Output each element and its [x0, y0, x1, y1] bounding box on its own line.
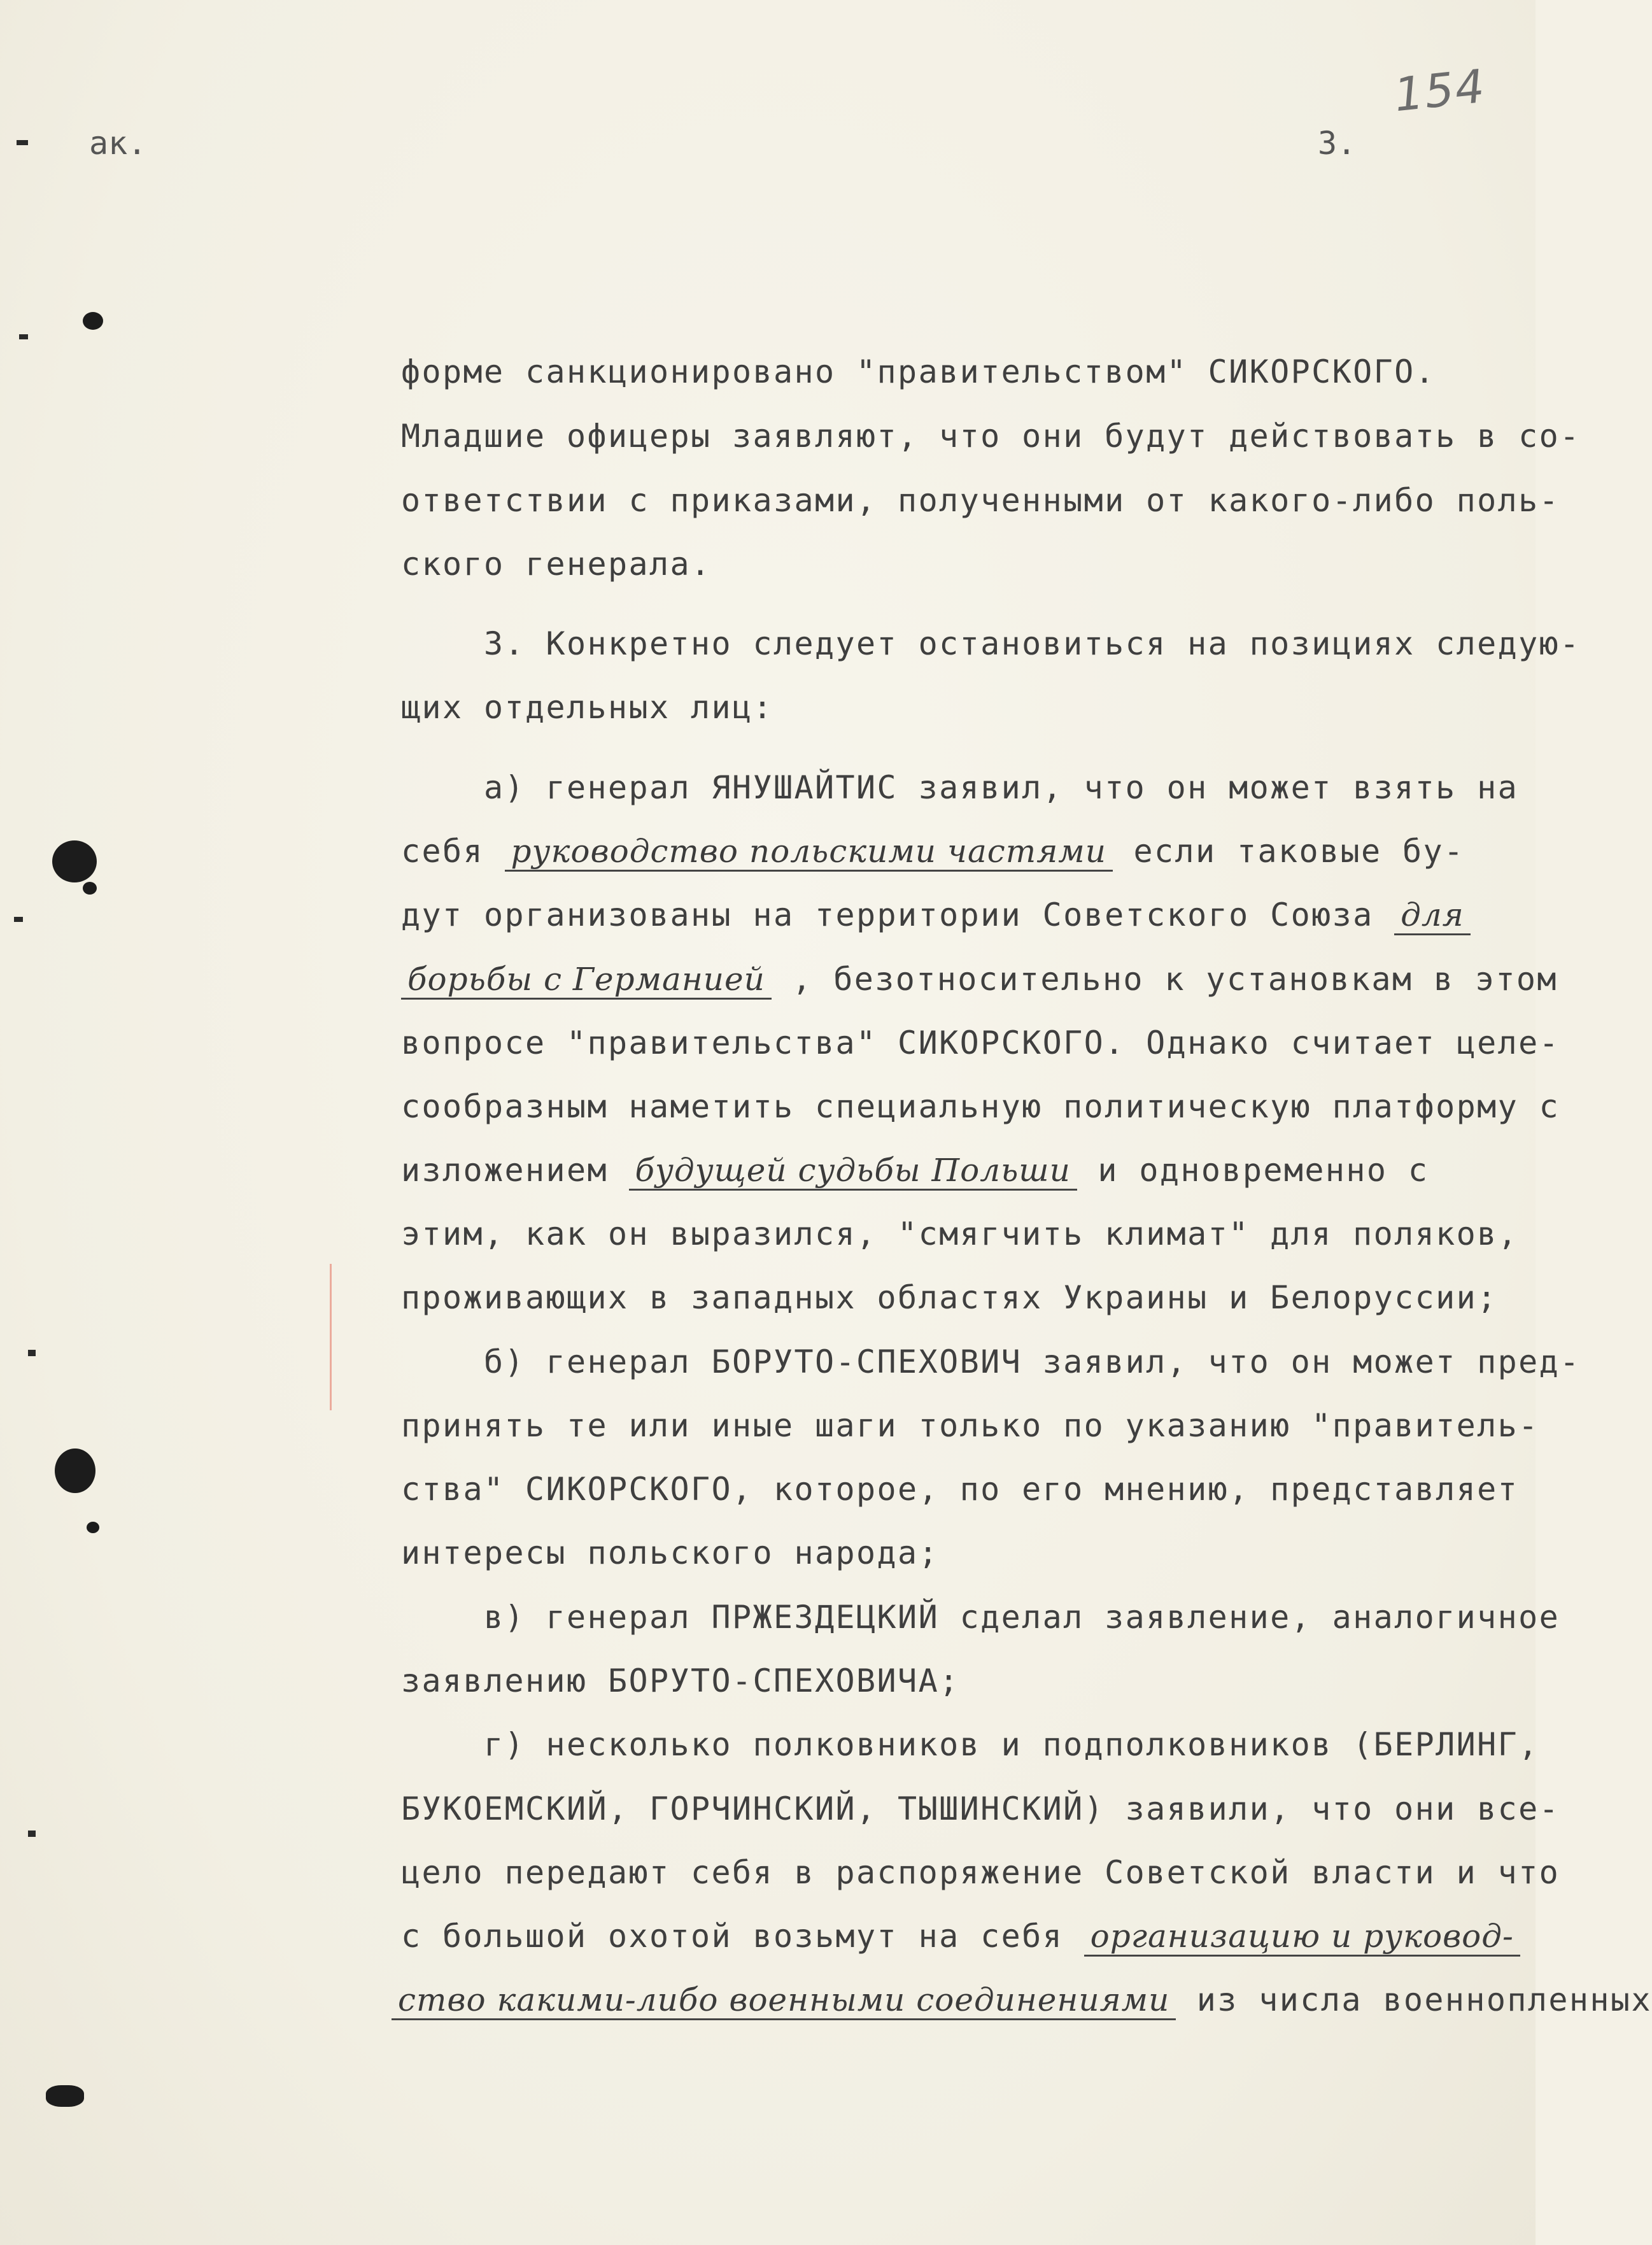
typed-text: форме санкционировано "правительством" СИКОРСКОГО. [401, 353, 1436, 390]
page-number: 3. [1318, 125, 1357, 162]
text-line [401, 353, 1436, 390]
text-line [401, 769, 1518, 806]
punch-hole [52, 840, 97, 882]
handwritten-insertion: руководство польскими частями [505, 835, 1113, 872]
typed-text: Младшие офицеры заявляют, что они будут действовать в со- [401, 418, 1581, 455]
text-line [401, 896, 1471, 935]
text-line [401, 1215, 1518, 1252]
typed-text: 3. Конкретно следует остановиться на позициях следую- [401, 625, 1581, 662]
punch-hole [87, 1522, 99, 1533]
text-line [401, 546, 712, 583]
handwritten-insertion: для [1394, 899, 1471, 935]
text-line [401, 1790, 1560, 1827]
text-line [401, 1854, 1560, 1891]
text-line [401, 1471, 1518, 1508]
typed-text: щих отдельных лиц: [401, 689, 774, 726]
typed-text: г) несколько полковников и подполковников (БЕРЛИНГ, [401, 1726, 1539, 1763]
typed-text: и одновременно с [1077, 1152, 1429, 1189]
text-line [392, 1981, 1652, 2020]
typed-text: этим, как он выразился, "смягчить климат" для поляков, [401, 1215, 1519, 1252]
margin-mark [17, 140, 28, 145]
text-line [401, 1152, 1429, 1191]
handwritten-insertion: ство какими-либо военными соединениями [392, 1984, 1176, 2020]
text-line [401, 1726, 1539, 1763]
typed-text: интересы польского народа; [401, 1534, 940, 1571]
text-line [401, 1279, 1498, 1316]
text-line [401, 833, 1465, 872]
margin-mark [14, 917, 23, 922]
margin-pencil-mark [330, 1264, 332, 1410]
typed-text: , безотносительно к установкам в этом [771, 961, 1558, 998]
text-line [401, 482, 1560, 519]
typed-text: а) генерал ЯНУШАЙТИС заявил, что он может взять на [401, 769, 1519, 806]
typed-text: ства" СИКОРСКОГО, которое, по его мнению, представляет [401, 1471, 1519, 1508]
typed-text: себя [401, 833, 505, 870]
typed-text: вопросе "правительства" СИКОРСКОГО. Однако считает целе- [401, 1024, 1560, 1061]
text-line [401, 1662, 960, 1699]
punch-hole [83, 312, 103, 330]
header-initials: ак. [89, 125, 147, 162]
text-line [401, 689, 773, 726]
typed-text: цело передают себя в распоряжение Советской власти и что [401, 1854, 1560, 1891]
typed-text: дут организованы на территории Советского Союза [401, 896, 1395, 933]
typed-text: сообразным наметить специальную политическую платформу с [401, 1088, 1560, 1125]
handwritten-insertion: будущей судьбы Польши [629, 1154, 1077, 1191]
text-line [401, 1407, 1539, 1444]
punch-hole [55, 1448, 95, 1493]
text-line [401, 1599, 1560, 1636]
handwritten-insertion: организацию и руковод- [1084, 1920, 1520, 1957]
folio-number: 154 [1392, 59, 1488, 122]
typed-text: с большой охотой возьмут на себя [401, 1918, 1084, 1955]
text-line [401, 961, 1558, 1000]
typed-text: проживающих в западных областях Украины и Белоруссии; [401, 1279, 1498, 1316]
punch-hole [46, 2085, 84, 2107]
typed-text: б) генерал БОРУТО-СПЕХОВИЧ заявил, что он может пред- [401, 1343, 1581, 1380]
typed-text: в) генерал ПРЖЕЗДЕЦКИЙ сделал заявление, аналогичное [401, 1599, 1560, 1636]
typed-text: БУКОЕМСКИЙ, ГОРЧИНСКИЙ, ТЫШИНСКИЙ) заявили, что они все- [401, 1790, 1560, 1827]
text-line [401, 418, 1581, 455]
typed-text: принять те или иные шаги только по указанию "правитель- [401, 1407, 1539, 1444]
margin-mark [19, 334, 28, 339]
typed-text: из числа военнопленных [1176, 1981, 1652, 2018]
handwritten-insertion: борьбы с Германией [401, 963, 772, 1000]
typed-text: ответствии с приказами, полученными от какого-либо поль- [401, 482, 1560, 519]
typed-text: ского генерала. [401, 546, 712, 583]
margin-mark [28, 1831, 36, 1837]
typed-text: заявлению БОРУТО-СПЕХОВИЧА; [401, 1662, 960, 1699]
punch-hole [83, 882, 97, 895]
typed-text: если таковые бу- [1112, 833, 1465, 870]
text-line [401, 1088, 1560, 1125]
margin-mark [28, 1350, 36, 1356]
text-line [401, 1918, 1520, 1957]
text-line [401, 1534, 939, 1571]
text-line [401, 625, 1581, 662]
text-line [401, 1024, 1560, 1061]
typed-text: изложением [401, 1152, 629, 1189]
text-line [401, 1343, 1581, 1380]
